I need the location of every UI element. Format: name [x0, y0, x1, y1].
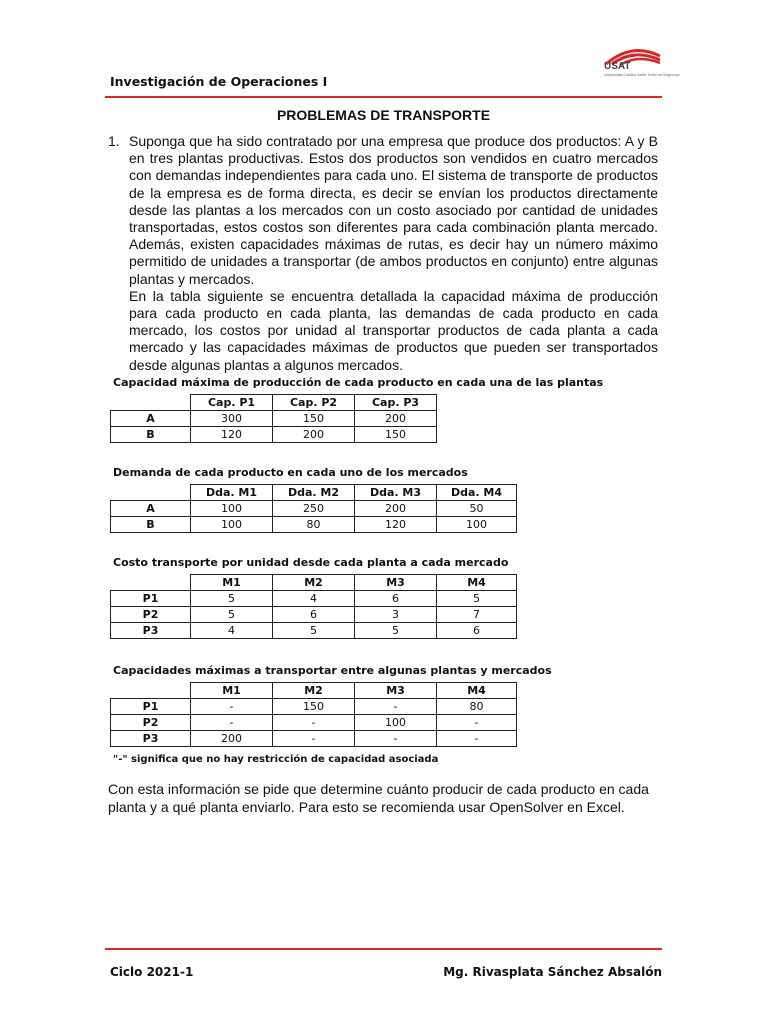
table-corner-cell — [111, 683, 191, 699]
table-header-cell: Cap. P3 — [355, 395, 437, 411]
problem-statement — [108, 133, 658, 374]
table-header-cell: M2 — [273, 575, 355, 591]
page-title: PROBLEMAS DE TRANSPORTE — [276, 107, 491, 123]
demand-table — [110, 484, 517, 533]
table-header-cell: M3 — [355, 575, 437, 591]
table-row-header: P3 — [111, 623, 191, 639]
table-cell: 5 — [355, 623, 437, 639]
usat-logo-icon — [602, 46, 680, 92]
table-row-header: P2 — [111, 715, 191, 731]
table-row — [111, 427, 437, 443]
table-cell: 5 — [191, 607, 273, 623]
footer-divider — [105, 948, 662, 950]
table-cell: 100 — [437, 517, 517, 533]
table-row-header: A — [111, 501, 191, 517]
table-cell: 6 — [437, 623, 517, 639]
table-row-header: A — [111, 411, 191, 427]
table-header-row — [111, 485, 517, 501]
table-row — [111, 607, 517, 623]
table-cell: 150 — [273, 699, 355, 715]
table-row — [111, 501, 517, 517]
capacity-table — [110, 394, 437, 443]
table-row-header: P2 — [111, 607, 191, 623]
closing-paragraph: Con esta información se pide que determine cuánto producir de cada producto en cada planta y a qué planta enviarlo. Para esto se recomienda usar OpenSolver en Excel. — [108, 781, 649, 815]
table-cell: 300 — [191, 411, 273, 427]
table-cell: 150 — [355, 427, 437, 443]
table-cell: - — [191, 699, 273, 715]
table-cell: 150 — [273, 411, 355, 427]
table-row — [111, 699, 517, 715]
problem-paragraph-1: Suponga que ha sido contratado por una empresa que produce dos productos: A y B en tres plantas productivas. Estos dos productos son vendidos en cuatro mercados con demandas independientes para cada uno. El sistema de transporte de productos de la empresa es de forma directa, es decir se envían los productos directamente desde las plantas a los mercados con un costo asociado por cantidad de unidades transportadas, estos costos son diferentes para cada combinación planta mercado. Además, existen capacidades máximas de rutas, es decir hay un número máximo permitido de unidades a transportar (de ambos productos en conjunto) entre algunas plantas y mercados. — [129, 133, 658, 287]
table-cell: 200 — [273, 427, 355, 443]
table-header-cell: Cap. P1 — [191, 395, 273, 411]
cost-table — [110, 574, 517, 639]
table-corner-cell — [111, 575, 191, 591]
table-cell: 6 — [355, 591, 437, 607]
table-cell: 5 — [191, 591, 273, 607]
table-header-cell: M4 — [437, 683, 517, 699]
table-cell: 3 — [355, 607, 437, 623]
table-cell: 7 — [437, 607, 517, 623]
table-header-cell: M4 — [437, 575, 517, 591]
route-capacity-table — [110, 682, 517, 747]
table-row — [111, 715, 517, 731]
table-row — [111, 517, 517, 533]
capacity-table-caption: Capacidad máxima de producción de cada producto en cada una de las plantas — [113, 376, 604, 389]
table-header-cell: Dda. M3 — [355, 485, 437, 501]
table-cell: 100 — [191, 501, 273, 517]
table-corner-cell — [111, 395, 191, 411]
table-header-cell: Dda. M4 — [437, 485, 517, 501]
route-capacity-table-caption: Capacidades máximas a transportar entre algunas plantas y mercados — [113, 664, 552, 677]
header-divider — [105, 96, 662, 98]
table-cell: 4 — [191, 623, 273, 639]
problem-paragraph-2: En la tabla siguiente se encuentra detallada la capacidad máxima de producción para cada producto en cada planta, las demandas de cada producto en cada mercado, los costos por unidad al transportar productos de cada planta a cada mercado y las capacidades máximas de productos que pueden ser transportados desde algunas plantas a algunos mercados. — [129, 287, 658, 373]
table-cell: 200 — [355, 501, 437, 517]
problem-number: 1. — [108, 133, 120, 149]
course-title: Investigación de Operaciones I — [110, 74, 328, 89]
table-header-cell: M1 — [191, 683, 273, 699]
table-header-cell: M3 — [355, 683, 437, 699]
table-footnote: "-" significa que no hay restricción de capacidad asociada — [113, 754, 439, 765]
table-cell: - — [191, 715, 273, 731]
table-cell: 4 — [273, 591, 355, 607]
table-cell: 100 — [191, 517, 273, 533]
table-row-header: B — [111, 517, 191, 533]
table-cell: 80 — [273, 517, 355, 533]
table-row — [111, 731, 517, 747]
table-row-header: P1 — [111, 591, 191, 607]
table-header-row — [111, 395, 437, 411]
logo-word: USAT — [604, 61, 631, 72]
table-cell: 80 — [437, 699, 517, 715]
table-header-cell: M1 — [191, 575, 273, 591]
table-header-row — [111, 575, 517, 591]
table-cell: 250 — [273, 501, 355, 517]
table-cell: - — [273, 715, 355, 731]
table-cell: - — [437, 715, 517, 731]
table-row — [111, 623, 517, 639]
table-cell: 120 — [191, 427, 273, 443]
table-corner-cell — [111, 485, 191, 501]
table-row-header: P3 — [111, 731, 191, 747]
table-row-header: P1 — [111, 699, 191, 715]
table-header-cell: Dda. M2 — [273, 485, 355, 501]
table-cell: - — [355, 699, 437, 715]
footer-cycle: Ciclo 2021-1 — [110, 965, 194, 979]
table-cell: 100 — [355, 715, 437, 731]
table-header-row — [111, 683, 517, 699]
logo-subtitle: Universidad Católica Santo Toribio de Mogrovejo — [604, 73, 680, 77]
cost-table-caption: Costo transporte por unidad desde cada planta a cada mercado — [113, 556, 509, 569]
table-header-cell: Dda. M1 — [191, 485, 273, 501]
table-cell: - — [355, 731, 437, 747]
table-cell: 200 — [355, 411, 437, 427]
table-cell: - — [273, 731, 355, 747]
footer-author: Mg. Rivasplata Sánchez Absalón — [443, 965, 662, 979]
table-cell: - — [437, 731, 517, 747]
table-cell: 6 — [273, 607, 355, 623]
table-cell: 5 — [273, 623, 355, 639]
table-header-cell: M2 — [273, 683, 355, 699]
table-cell: 200 — [191, 731, 273, 747]
table-cell: 50 — [437, 501, 517, 517]
table-row — [111, 591, 517, 607]
table-row — [111, 411, 437, 427]
demand-table-caption: Demanda de cada producto en cada uno de los mercados — [113, 466, 468, 479]
table-row-header: B — [111, 427, 191, 443]
table-cell: 5 — [437, 591, 517, 607]
table-cell: 120 — [355, 517, 437, 533]
table-header-cell: Cap. P2 — [273, 395, 355, 411]
